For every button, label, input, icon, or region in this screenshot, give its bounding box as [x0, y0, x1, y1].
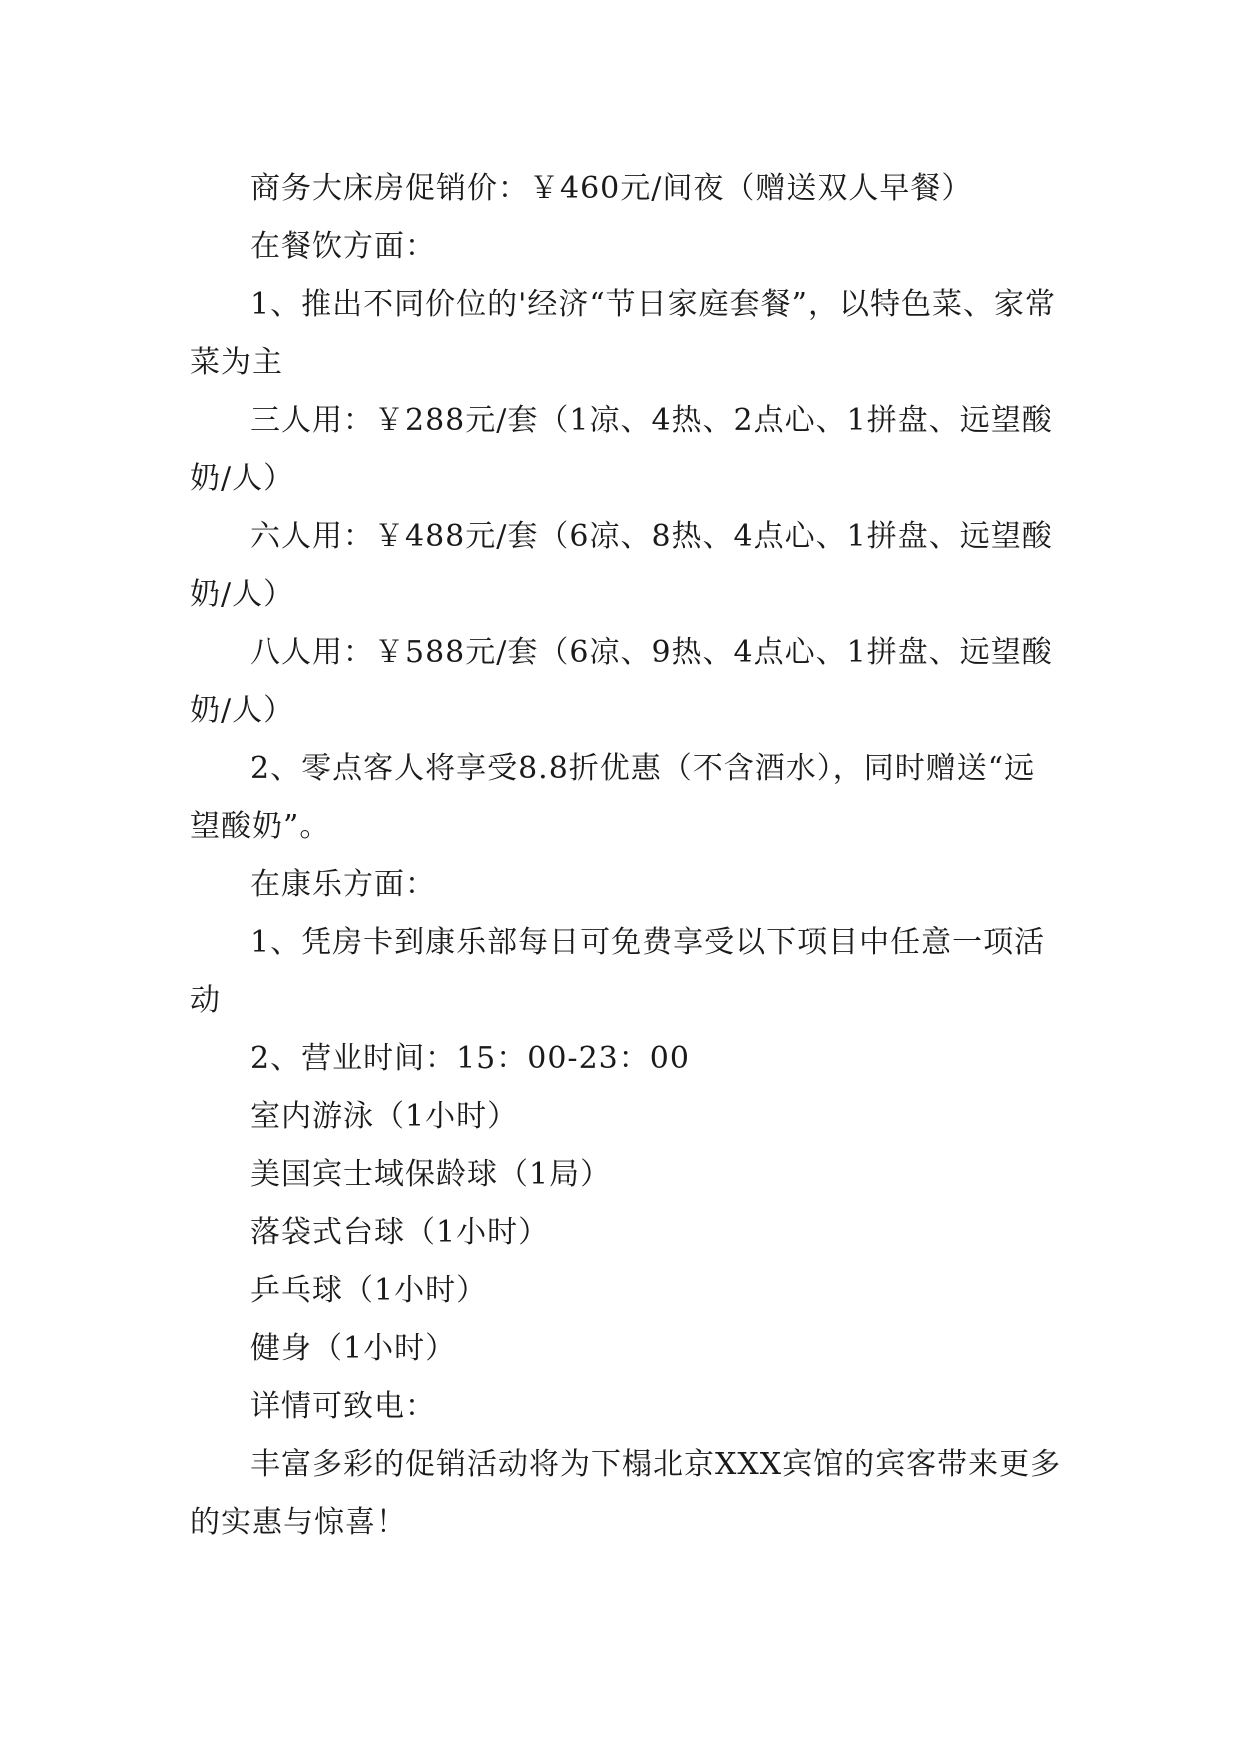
paragraph-opening-hours: 2、营业时间：15：00-23：00: [250, 1041, 690, 1076]
paragraph-contact: 详情可致电：: [250, 1389, 436, 1424]
paragraph-set-meal-3: 三人用：￥288元/套（1凉、4热、2点心、1拼盘、远望酸奶/人）: [190, 403, 1053, 496]
paragraph-room-price: 商务大床房促销价：￥460元/间夜（赠送双人早餐）: [250, 171, 973, 206]
paragraph-closing: 丰富多彩的促销活动将为下榻北京XXX宾馆的宾客带来更多的实惠与惊喜！: [190, 1447, 1062, 1540]
paragraph-activity-fitness: 健身（1小时）: [250, 1331, 457, 1366]
paragraph-activity-swimming: 室内游泳（1小时）: [250, 1099, 519, 1134]
paragraph-recreation-item-1: 1、凭房卡到康乐部每日可免费享受以下项目中任意一项活动: [190, 925, 1046, 1018]
paragraph-set-meal-6: 六人用：￥488元/套（6凉、8热、4点心、1拼盘、远望酸奶/人）: [190, 519, 1053, 612]
paragraph-activity-billiards: 落袋式台球（1小时）: [250, 1215, 550, 1250]
paragraph-recreation-heading: 在康乐方面：: [250, 867, 436, 902]
paragraph-set-meal-8: 八人用：￥588元/套（6凉、9热、4点心、1拼盘、远望酸奶/人）: [190, 635, 1053, 728]
paragraph-dining-item-2: 2、零点客人将享受8.8折优惠（不含酒水），同时赠送“远望酸奶”。: [190, 751, 1036, 844]
paragraph-dining-heading: 在餐饮方面：: [250, 229, 436, 264]
paragraph-activity-bowling: 美国宾士域保龄球（1局）: [250, 1157, 612, 1192]
document-body: [190, 160, 1066, 1552]
paragraph-activity-pingpong: 乒乓球（1小时）: [250, 1273, 488, 1308]
paragraph-dining-item-1: 1、推出不同价位的'经济“节日家庭套餐”，以特色菜、家常菜为主: [190, 287, 1057, 380]
